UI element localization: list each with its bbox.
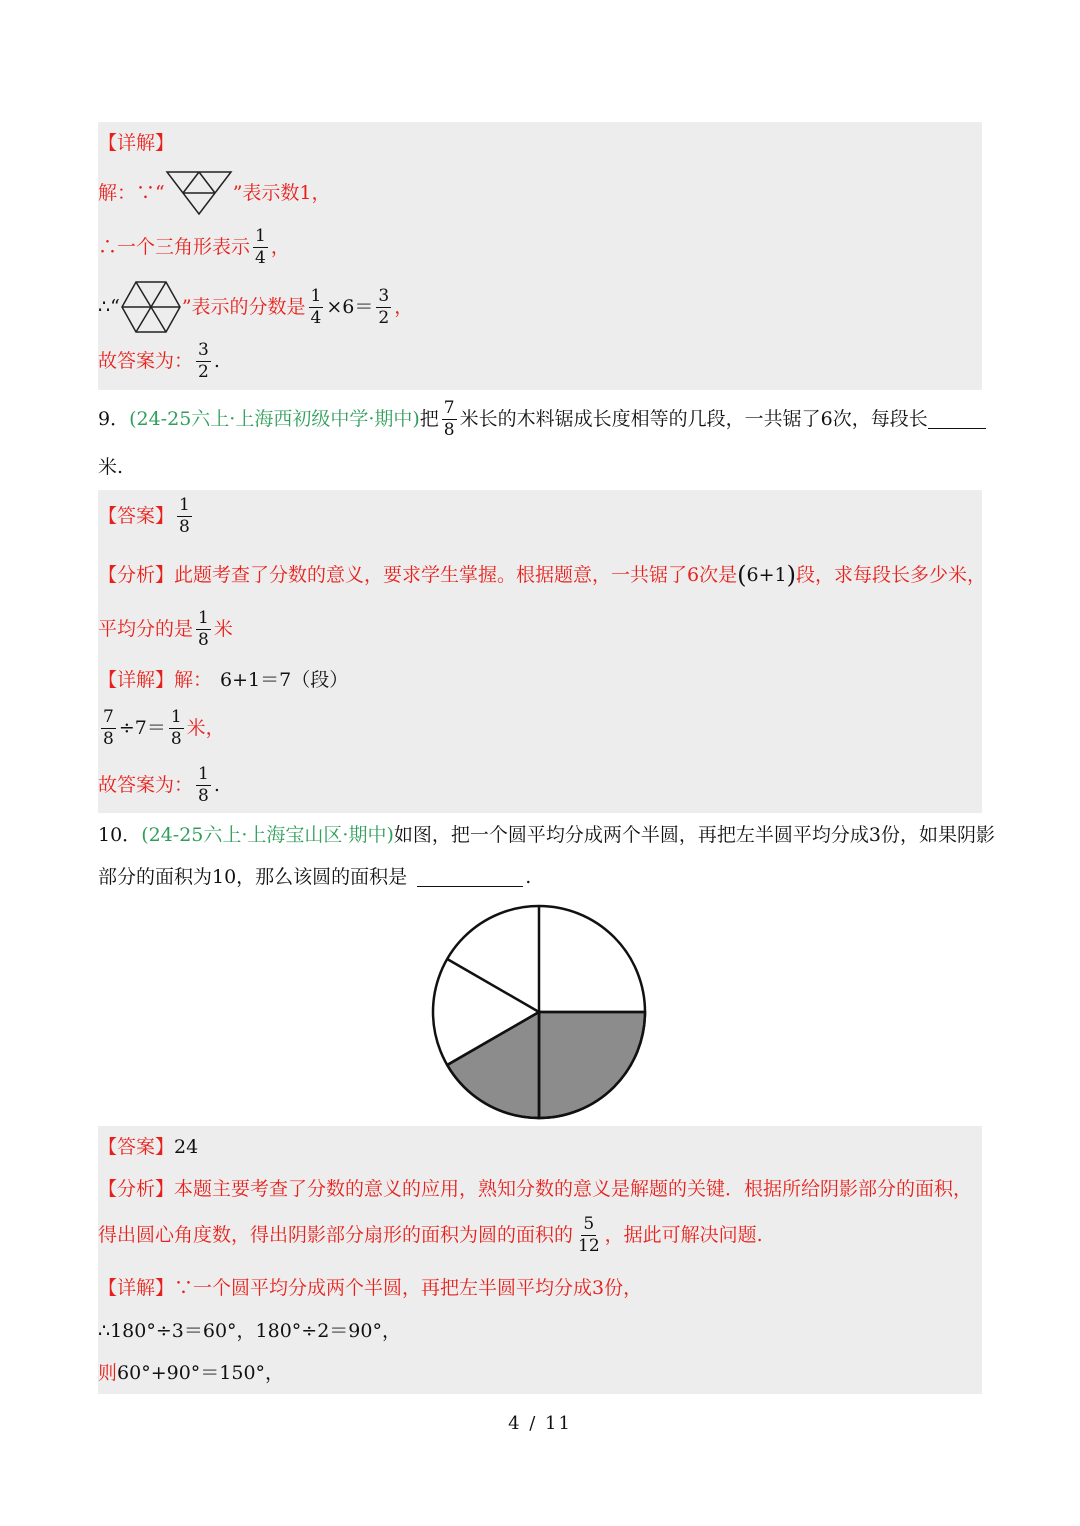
answer-label: 【答案】 [98, 1136, 175, 1158]
q10-detail-c-pre: 则 [98, 1362, 118, 1384]
q9-analysis-c: 平均分的是 [98, 618, 194, 640]
fraction [442, 400, 457, 439]
detail-label: 【详解】 [98, 1277, 175, 1299]
q10-question-line2 [98, 868, 531, 887]
fraction-numerator: 1 [179, 495, 190, 515]
paren-open: ( [737, 561, 747, 589]
q10-answer [98, 1138, 198, 1157]
q8-detail-line2 [98, 228, 290, 267]
fraction-numerator: 1 [255, 226, 266, 246]
fraction-numerator: 1 [198, 608, 209, 628]
q8-final-answer [98, 342, 220, 381]
fraction [196, 766, 211, 805]
q9-detail-a: 解： [174, 669, 213, 691]
answer-blank [928, 428, 986, 429]
q10-detail-c: 60°+90°＝150°， [117, 1362, 285, 1384]
q9-detail-line1 [98, 671, 348, 690]
q9-question-line2 [98, 458, 123, 477]
fraction [576, 1216, 602, 1255]
q10-answer-block [98, 1126, 982, 1394]
q8-l2-pre: ∴一个三角形表示 [98, 236, 251, 258]
triangle-figure-icon [165, 170, 233, 216]
hexagon-figure-icon [120, 280, 182, 334]
fraction [309, 285, 324, 328]
fraction [196, 342, 211, 381]
q9-text-c: 米. [98, 456, 124, 478]
fraction-denominator: 8 [103, 729, 114, 749]
q8-l2-post: ， [270, 236, 290, 258]
q10-detail-b: ∴180°÷3＝60°，180°÷2＝90°， [98, 1320, 401, 1342]
q8-detail-line1 [98, 170, 331, 216]
fraction-numerator: 7 [103, 707, 114, 727]
q9-answer-block [98, 490, 982, 813]
question-number: 9． [98, 408, 130, 430]
q10-analysis-b: 得出圆心角度数，得出阴影部分扇形的面积为圆的面积的 [98, 1224, 574, 1246]
q8-l3-times: ×6＝ [326, 295, 374, 318]
q10-detail-line2 [98, 1322, 401, 1341]
divider-line [447, 959, 539, 1012]
paren-close: ) [786, 561, 796, 589]
fraction-numerator: 1 [198, 764, 209, 784]
fraction [169, 709, 184, 748]
q10-text-a: 如图，把一个圆平均分成两个半圆，再把左半圆平均分成3份，如果阴影 [393, 824, 995, 846]
q9-final-post: . [213, 774, 220, 796]
q9-final-pre: 故答案为： [98, 774, 194, 796]
q9-text-a: 把 [419, 408, 439, 430]
fraction [101, 709, 116, 748]
q8-l4-post: . [213, 350, 220, 372]
shaded-sector [447, 1012, 539, 1118]
fraction-denominator: 8 [443, 420, 455, 440]
q10-detail-a: ∵一个圆平均分成两个半圆，再把左半圆平均分成3份， [174, 1277, 643, 1299]
q9-analysis-line1 [98, 563, 986, 587]
q9-analysis-paren: 6+1 [746, 563, 787, 586]
q8-detail-line3 [98, 280, 413, 334]
q8-l4-pre: 故答案为： [98, 350, 194, 372]
q9-detail2-mid: ÷7＝ [118, 717, 166, 739]
q8-l3-mid: ”表示的分数是 [181, 295, 306, 318]
q10-analysis-b-post: ，据此可解决问题. [604, 1224, 763, 1246]
q9-detail-line2 [98, 709, 225, 748]
fraction-denominator: 2 [198, 362, 209, 382]
q9-text-b: 米长的木料锯成长度相等的几段，一共锯了6次，每段长 [459, 408, 928, 430]
q9-detail-b: 6+1＝7（段） [220, 669, 349, 691]
question-source: (24-25六上·上海西初级中学·期中) [129, 408, 420, 430]
q8-l1-post: ”表示数1， [232, 181, 331, 204]
fraction [376, 285, 391, 328]
q8-l3-pre: ∴“ [98, 295, 120, 318]
fraction-denominator: 4 [255, 248, 266, 268]
analysis-label: 【分析】 [98, 1178, 175, 1200]
q9-analysis-a: 此题考查了分数的意义，要求学生掌握。根据题意，一共锯了6次是 [174, 563, 738, 586]
fraction [196, 610, 211, 649]
q8-l1-pre: 解：∵“ [98, 181, 165, 204]
q9-answer [98, 497, 195, 536]
page-number: 4 / 11 [508, 1413, 572, 1434]
q10-analysis-line1 [98, 1180, 972, 1199]
fraction-denominator: 12 [578, 1236, 600, 1256]
fraction-denominator: 8 [198, 786, 209, 806]
question-source: (24-25六上·上海宝山区·期中) [141, 824, 394, 846]
fraction-numerator: 7 [443, 398, 455, 418]
q10-question-line1 [98, 826, 995, 845]
fraction-denominator: 4 [310, 307, 322, 328]
question-number: 10． [98, 824, 142, 846]
detail-label: 【详解】 [98, 669, 175, 691]
q10-text-b-post: . [525, 866, 532, 888]
q9-analysis-b: 段，求每段长多少米， [795, 563, 986, 586]
answer-blank [417, 886, 523, 887]
fraction-denominator: 8 [198, 630, 209, 650]
q8-l3-post: ， [394, 295, 414, 318]
q9-analysis-c-post: 米 [213, 618, 233, 640]
fraction-numerator: 5 [583, 1214, 595, 1234]
shaded-sector [539, 1012, 645, 1118]
q10-text-b: 部分的面积为10，那么该圆的面积是 [98, 866, 408, 888]
fraction-denominator: 8 [179, 517, 190, 537]
q9-analysis-line2 [98, 610, 233, 649]
q10-detail-line3 [98, 1364, 284, 1383]
fraction-numerator: 3 [198, 340, 209, 360]
answer-value: 24 [174, 1136, 199, 1158]
q10-analysis-a: 本题主要考查了分数的意义的应用，熟知分数的意义是解题的关键．根据所给阴影部分的面积， [174, 1178, 973, 1200]
analysis-label: 【分析】 [98, 563, 175, 586]
answer-label: 【答案】 [98, 505, 175, 527]
q10-detail-line1 [98, 1279, 642, 1298]
fraction-numerator: 1 [310, 285, 322, 306]
q9-final-answer [98, 766, 220, 805]
q10-analysis-line2 [98, 1216, 763, 1255]
fraction [177, 497, 192, 536]
q9-detail2-post: 米， [186, 717, 225, 739]
fraction-numerator: 1 [170, 707, 182, 727]
fraction-numerator: 3 [378, 285, 390, 306]
q9-question-line1 [98, 400, 986, 439]
fraction-denominator: 8 [170, 729, 182, 749]
circle-sector-figure [428, 902, 652, 1122]
fraction [253, 228, 268, 267]
fraction-denominator: 2 [378, 307, 390, 328]
q8-detail-label: 【详解】 [98, 132, 175, 154]
